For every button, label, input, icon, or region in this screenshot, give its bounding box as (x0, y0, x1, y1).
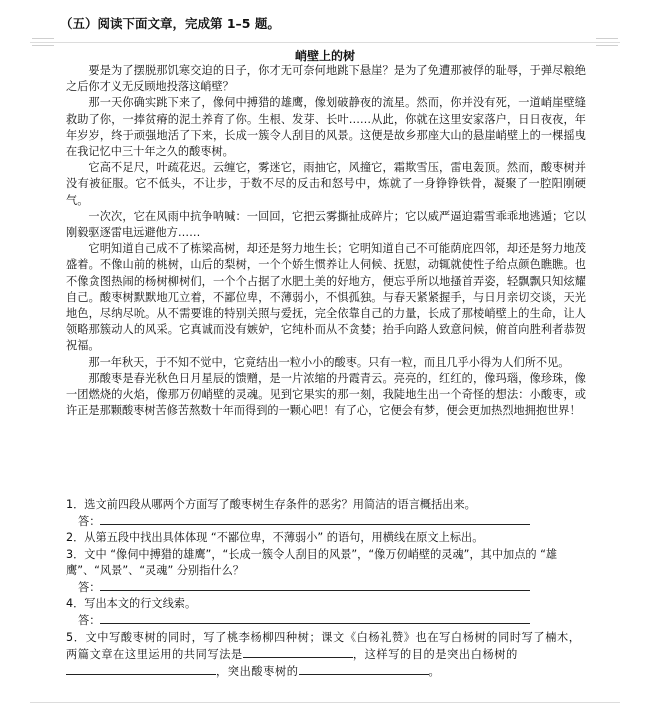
bottom-rule (30, 702, 620, 703)
paragraph-7: 那酸枣是春光秋色日月星辰的馈赠，是一片浓缩的丹霞青云。亮亮的，红红的，像玛瑙，像珍珠，像一团燃烧的火焰，像那万仞峭壁的灵魂。见到它果实的那一刻，我陡地生出一个奇怪的想法：小酸枣，或许正是那颗酸枣树苦修苦熬数十年而得到的一颗心吧！有了心，它便会有梦，便会更加热烈地拥抱世界！ (66, 371, 586, 418)
answer-blank-5a[interactable] (243, 646, 353, 658)
paragraph-5: 它明知道自己成不了栋梁高树，却还是努力地生长；它明知道自己不可能荫庇四邻，却还是努力地茂盛着。不像山前的桃树，山后的梨树，一个个娇生惯养让人伺候、抚慰，动辄就使性子给点颜色瞧瞧。也不像贪图热闹的杨树柳树们，一个个占据了水肥土美的好地方，便忘乎所以地搔首弄姿，轻飘飘只知炫耀自己。酸枣树默默地兀立着，不鄙位卑，不薄弱小，不惧孤独。与春天紧紧握手，与日月亲切交谈，天光地色，尽纳尽吮。从不需要谁的特别关照与爱抚，完全依靠自己的力量，长成了那棱峭壁上的生命，让人领略那簇动人的风采。它真诚而没有嫉妒，它纯朴而从不贪婪；抬手向路人致意问候，俯首向胜利者恭贺祝福。 (66, 242, 586, 353)
paragraph-4: 一次次，它在风雨中抗争呐喊：一回回，它把云雾撕扯成碎片；它以威严逼迫霜雪乖乖地逃遁；它以刚毅驱逐雷电远避他方…… (66, 209, 586, 240)
answer-label: 答： (78, 581, 101, 595)
question-1: 1．选文前四段从哪两个方面写了酸枣树生存条件的恶劣？用简洁的语言概括出来。 (66, 498, 476, 511)
paragraph-6: 那一年秋天，于不知不觉中，它竟结出一粒小小的酸枣。只有一粒，而且几乎小得为人们所不见。 (88, 355, 570, 369)
left-margin-mark (32, 38, 54, 46)
question-list (66, 497, 586, 680)
question-5 (66, 630, 586, 681)
answer-label: 答： (78, 614, 101, 628)
right-margin-mark (596, 38, 618, 46)
paragraph-3: 它高不足尺，叶疏花迟。云缠它，雾迷它，雨抽它，风撞它，霜欺雪压，雷电轰顶。然而，酸枣树并没有被征服。它不低头，不让步，于数不尽的反击和怒号中，炼就了一身铮铮铁骨，凝聚了一腔阳刚硬气。 (66, 161, 586, 207)
top-rule (30, 42, 620, 43)
question-5-text-1: 5．文中写酸枣树的同时，写了桃李杨柳四种树；课文《白杨礼赞》也在写白杨树的同时写了楠木，两篇文章在这里运用的共同写法是 (66, 630, 581, 661)
answer-blank-3[interactable] (100, 579, 530, 591)
answer-blank-1[interactable] (100, 513, 530, 525)
question-4: 4．写出本文的行文线索。 (66, 597, 197, 611)
question-5-text-2: ，这样写的目的是突出白杨树的 (352, 647, 518, 661)
article-title: 峭壁上的树 (294, 49, 355, 63)
answer-blank-4[interactable] (100, 612, 530, 624)
answer-line-1 (78, 513, 586, 530)
section-title: （五）阅读下面文章，完成第 1–5 题。 (60, 16, 280, 31)
answer-line-4 (78, 612, 586, 629)
paragraph-2: 那一天你确实跳下来了，像伺中搏猎的雄鹰，像划破静夜的流星。然而，你并没有死，一道峭崖壁缝救助了你，一捧贫瘠的泥土养育了你。生根、发芽、长叶……从此，你就在这里安家落户，日日夜夜，年年岁岁，终于顽强地活了下来，长成一簇令人刮目的风景。这便是故乡那座大山的悬崖峭壁上的一棵摇曳在我记忆中三十年之久的酸枣树。 (66, 96, 586, 159)
answer-blank-5b[interactable] (66, 663, 216, 675)
paragraph-1: 要是为了摆脱那饥寒交迫的日子，你才无可奈何地跳下悬崖？是为了免遭那被俘的耻辱，于弹尽粮绝之后你才义无反顾地投落这峭壁？ (66, 64, 586, 94)
question-3: 3．文中 “像伺中搏猎的雄鹰”，“长成一簇令人刮目的风景”，“像万仞峭壁的灵魂”，其中加点的 “雄鹰”、“风景”、“灵魂” 分别指什么？ (66, 547, 558, 577)
question-2: 2．从第五段中找出具体体现 “不鄙位卑，不薄弱小” 的语句，用横线在原文上标出。 (66, 531, 484, 545)
answer-blank-5c[interactable] (299, 663, 429, 675)
answer-line-3 (78, 579, 586, 596)
question-5-end: 。 (428, 665, 441, 679)
article-body (66, 63, 586, 419)
answer-label: 答： (78, 515, 101, 529)
question-5-text-3: ，突出酸枣树的 (216, 665, 299, 679)
